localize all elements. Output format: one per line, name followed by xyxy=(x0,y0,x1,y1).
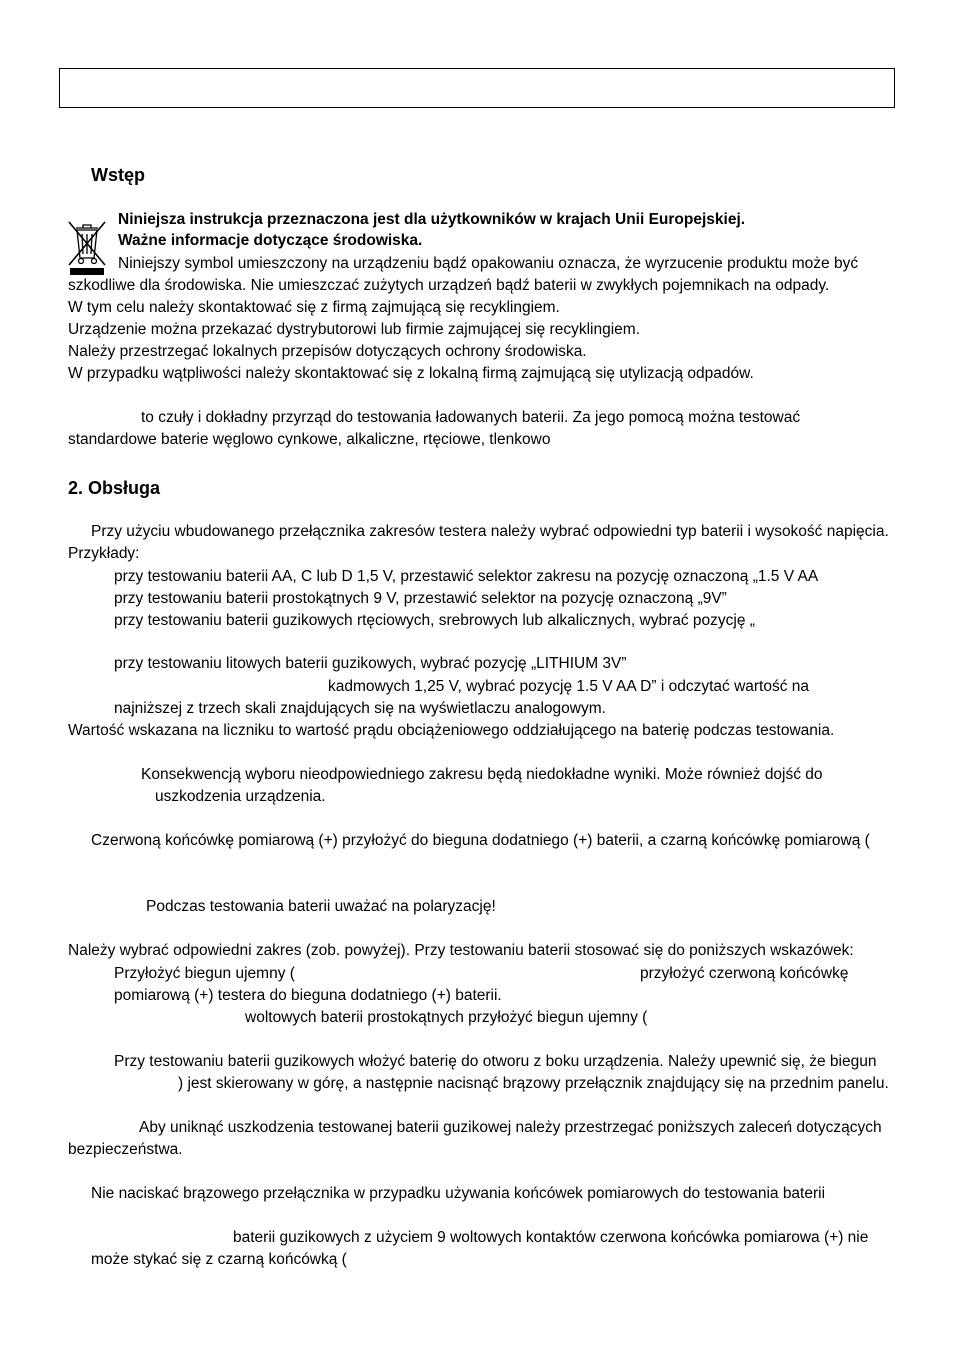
intro-line: W tym celu należy skontaktować się z firmą zajmującą się recyklingiem. xyxy=(68,299,560,316)
intro-line: Urządzenie można przekazać dystrybutorowi lub firmie zajmującej się recyklingiem. xyxy=(68,321,640,338)
safety-line: Nie naciskać brązowego przełącznika w przypadku używania końcówek pomiarowych do testowania baterii xyxy=(91,1185,826,1202)
warning-line: Konsekwencją wyboru nieodpowiedniego zakresu będą niedokładne wyniki. Może również dojść do xyxy=(141,766,823,783)
operation-line: Czerwoną końcówkę pomiarową (+) przyłożyć do bieguna dodatniego (+) baterii, a czarną końcówkę pomiarową ( xyxy=(91,832,870,849)
operation-line: Wartość wskazana na liczniku to wartość prądu obciążeniowego oddziałującego na baterię podczas testowania. xyxy=(68,722,835,739)
environment-notice-title: Ważne informacje dotyczące środowiska. xyxy=(118,232,423,249)
warning-line: uszkodzenia urządzenia. xyxy=(155,788,326,805)
intro-line: szkodliwe dla środowiska. Nie umieszczać zużytych urządzeń bądź baterii w zwykłych pojemnikach na odpady. xyxy=(68,277,830,294)
crossed-out-wheelie-bin-icon xyxy=(66,218,108,276)
instruction-item: Przy testowaniu baterii guzikowych włożyć baterię do otworu z boku urządzenia. Należy upewnić się, że biegun xyxy=(114,1053,877,1070)
description-line: standardowe baterie węglowo cynkowe, alkaliczne, rtęciowe, tlenkowo xyxy=(68,431,551,448)
instruction-item: woltowych baterii prostokątnych przyłożyć biegun ujemny ( xyxy=(245,1009,648,1026)
safety-line: bezpieczeństwa. xyxy=(68,1141,183,1158)
intro-line: Należy przestrzegać lokalnych przepisów dotyczących ochrony środowiska. xyxy=(68,343,587,360)
example-item: najniższej z trzech skali znajdujących się na wyświetlaczu analogowym. xyxy=(114,700,606,717)
operation-heading: 2. Obsługa xyxy=(68,478,161,498)
instruction-item: ) jest skierowany w górę, a następnie nacisnąć brązowy przełącznik znajdujący się na przednim panelu. xyxy=(178,1075,889,1092)
intro-heading: Wstęp xyxy=(91,165,145,185)
safety-line: może stykać się z czarną końcówką ( xyxy=(91,1251,347,1268)
header-box xyxy=(59,68,895,108)
safety-line: baterii guzikowych z użyciem 9 woltowych kontaktów czerwona końcówka pomiarowa (+) nie xyxy=(233,1229,869,1246)
example-item: przy testowaniu baterii prostokątnych 9 V, przestawić selektor na pozycję oznaczoną „9V” xyxy=(114,590,727,607)
instruction-item: przyłożyć czerwoną końcówkę xyxy=(640,965,849,982)
intro-line: Niniejszy symbol umieszczony na urządzeniu bądź opakowaniu oznacza, że wyrzucenie produktu może być xyxy=(118,255,859,272)
instruction-item: pomiarową (+) testera do bieguna dodatniego (+) baterii. xyxy=(114,987,502,1004)
intro-line: W przypadku wątpliwości należy skontaktować się z lokalną firmą zajmującą się utylizacją odpadów. xyxy=(68,365,754,382)
example-item: przy testowaniu baterii guzikowych rtęciowych, srebrowych lub alkalicznych, wybrać pozycję „ xyxy=(114,612,755,629)
instruction-item: Przyłożyć biegun ujemny ( xyxy=(114,965,295,982)
example-item: przy testowaniu litowych baterii guzikowych, wybrać pozycję „LITHIUM 3V” xyxy=(114,655,627,672)
example-item: przy testowaniu baterii AA, C lub D 1,5 V, przestawić selektor zakresu na pozycję oznaczoną „1.5 V AA xyxy=(114,568,819,585)
eu-notice-line: Niniejsza instrukcja przeznaczona jest dla użytkowników w krajach Unii Europejskiej. xyxy=(118,211,746,228)
operation-line: Przykłady: xyxy=(68,545,140,562)
polarity-note: Podczas testowania baterii uważać na polaryzację! xyxy=(146,898,496,915)
description-line: to czuły i dokładny przyrząd do testowania ładowanych baterii. Za jego pomocą można testować xyxy=(141,409,801,426)
example-item: kadmowych 1,25 V, wybrać pozycję 1.5 V AA D” i odczytać wartość na xyxy=(328,678,810,695)
operation-line: Należy wybrać odpowiedni zakres (zob. powyżej). Przy testowaniu baterii stosować się do poniższych wskazówek: xyxy=(68,942,854,959)
operation-line: Przy użyciu wbudowanego przełącznika zakresów testera należy wybrać odpowiedni typ baterii i wysokość napięcia. xyxy=(91,523,889,540)
safety-line: Aby uniknąć uszkodzenia testowanej baterii guzikowej należy przestrzegać poniższych zaleceń dotyczących xyxy=(139,1119,882,1136)
